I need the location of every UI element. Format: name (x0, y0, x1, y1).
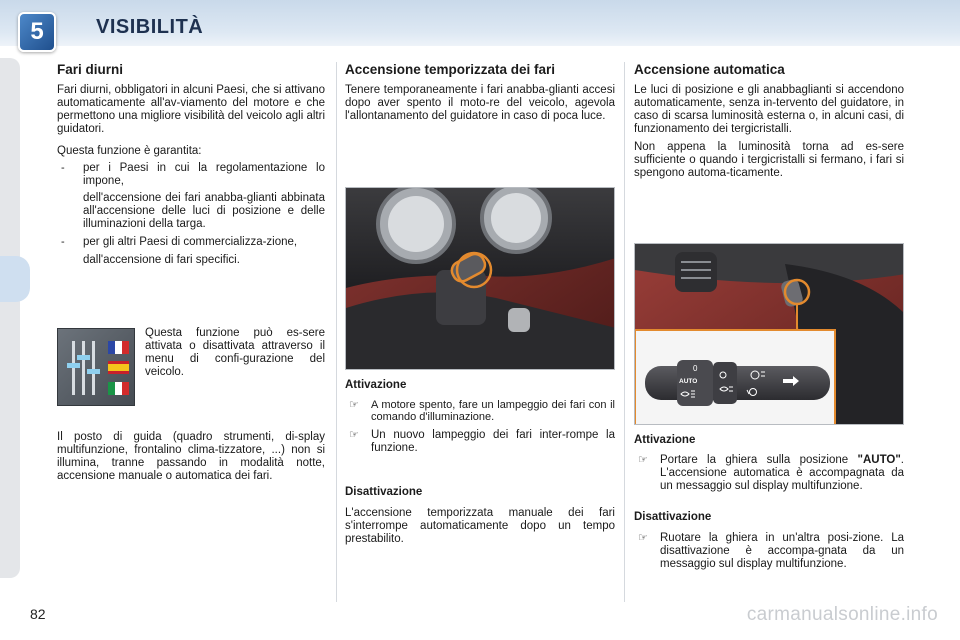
activation-title: Attivazione (345, 379, 407, 391)
deactivation-title: Disattivazione (345, 486, 423, 498)
lighting-stalk-closeup-icon (645, 360, 830, 406)
guarantee-text: Questa funzione è garantita: (57, 145, 202, 157)
page-number: 82 (30, 606, 46, 622)
list-item (57, 162, 325, 188)
side-strip (0, 58, 20, 578)
section-title: Fari diurni (57, 62, 124, 77)
section-title: Accensione automatica (634, 62, 785, 77)
right-column (634, 62, 904, 180)
activation-text-start: Portare la ghiera sulla posizione (660, 454, 849, 466)
intro-paragraph: Fari diurni, obbligatori in alcuni Paesi, che si attivano automaticamente all'av-viamento del motore e che permettono una migliore visibilità del veicolo agli altri guidatori. (57, 84, 325, 135)
list-item-detail: dall'accensione di fari specifici. (83, 254, 240, 266)
air-vent-icon (675, 252, 717, 292)
auto-keyword: "AUTO" (857, 454, 901, 466)
right-column-body (634, 433, 904, 571)
list-item-text: Ruotare la ghiera in un'altra posi-zione. La disattivazione è accompa-gnata da un messaggio sul display multifunzione. (660, 532, 904, 570)
watermark: carmanualsonline.info (746, 604, 938, 625)
left-column (57, 62, 325, 267)
list-item-detail: dell'accensione dei fari anabba-glianti abbinata all'accensione delle luci di posizione e delle illuminazioni della targa. (83, 192, 325, 230)
chapter-tab (0, 256, 30, 302)
hand-pointer-icon: ☞ (638, 454, 648, 466)
list-item-text: A motore spento, fare un lampeggio dei fari con il comando d'illuminazione. (371, 399, 615, 423)
flag-italy-icon (108, 382, 129, 395)
deactivation-text: L'accensione temporizzata manuale dei fari s'interrompe automaticamente dopo un tempo prestabilito. (345, 507, 615, 545)
stalk-auto-label: AUTO (679, 378, 698, 385)
list-dash: - (61, 162, 65, 174)
hand-pointer-icon: ☞ (349, 429, 359, 441)
stalk-off-label: 0 (693, 364, 698, 373)
config-note: Questa funzione può es-sere attivata o disattivata attraverso il menu di confi-gurazione del veicolo. (145, 327, 325, 378)
list-item (57, 236, 325, 249)
dashboard-note: Il posto di guida (quadro strumenti, di-splay multifunzione, frontalino clima-tizzatore, ...) non si illumina, tranne passando in modalità notte, accensione manuale o automatica dei fari. (57, 431, 325, 482)
activation-title: Attivazione (634, 434, 696, 446)
deactivation-title: Disattivazione (634, 511, 712, 523)
config-menu-icon (57, 328, 135, 406)
flag-spain-icon (108, 361, 129, 374)
list-item-text: per gli altri Paesi di commercializza-zione, (83, 236, 298, 248)
intro-paragraph: Tenere temporaneamente i fari anabba-glianti accesi dopo aver spento il moto-re del veicolo, agevola l'allontanamento del guidatore in caso di poca luce. (345, 84, 615, 122)
column-divider (624, 62, 625, 602)
list-item (345, 429, 615, 455)
hand-pointer-icon: ☞ (638, 532, 648, 544)
list-item (634, 532, 904, 571)
page-title: VISIBILITÀ (96, 16, 204, 38)
list-item (345, 399, 615, 423)
chapter-badge: 5 (18, 12, 56, 52)
slider-icon (67, 341, 100, 395)
middle-column (345, 62, 615, 123)
middle-column-body (345, 378, 615, 546)
lighting-control-photo (345, 187, 615, 370)
flag-france-icon (108, 341, 129, 354)
hand-pointer-icon: ☞ (349, 399, 359, 411)
activation-text-end: . L'accensione automatica è accompagnata da un messaggio sul display multifunzione. (660, 454, 904, 492)
intro-paragraph-2: Non appena la luminosità torna ad es-sere sufficiente o quando i tergicristalli si fermano, i fari si spengono automa-ticamente. (634, 141, 904, 179)
list-item-text: Un nuovo lampeggio dei fari inter-rompe la funzione. (371, 429, 615, 454)
list-dash: - (61, 236, 65, 248)
intro-paragraph: Le luci di posizione e gli anabbaglianti si accendono automaticamente, senza in-tervento del guidatore, in caso di scarsa luminosità esterna o, in alcuni casi, di funzionamento dei tergicristalli. (634, 84, 904, 135)
list-item (634, 454, 904, 493)
auto-lighting-photo (634, 243, 904, 425)
list-item-text: per i Paesi in cui la regolamentazione lo impone, (83, 162, 325, 187)
column-divider (336, 62, 337, 602)
section-title: Accensione temporizzata dei fari (345, 62, 556, 77)
